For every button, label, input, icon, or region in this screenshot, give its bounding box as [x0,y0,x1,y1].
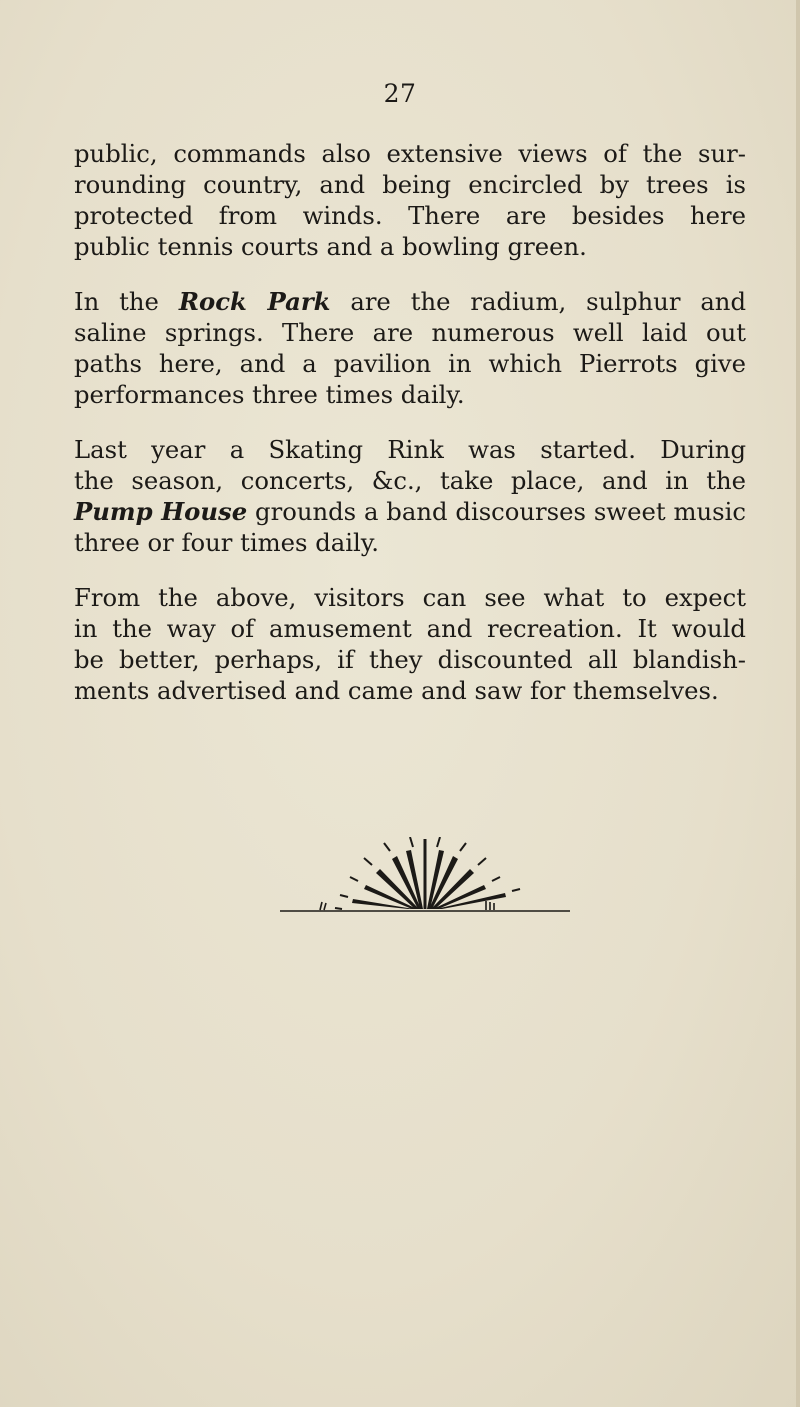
text-line: paths here, and a pavilion in which Pierrots give [74,349,746,378]
place-name: Rock Park [178,287,331,316]
text-line: three or four times daily. [74,528,380,557]
text-line: performances three times daily. [74,380,465,409]
text-line: Last year a Skating Rink was started. During [74,435,746,464]
text-line: rounding country, and being encircled by trees is [74,170,746,199]
text-line [74,496,746,527]
paragraph [74,434,746,558]
text-line: public tennis courts and a bowling green. [74,232,587,261]
text-segment: grounds a band discourses sweet music [247,497,746,526]
body-text [74,138,746,730]
text-line: saline springs. There are numerous well laid out [74,318,746,347]
text-line [74,286,746,317]
text-line: ments advertised and came and saw for themselves. [74,676,719,705]
text-segment: In the [74,287,179,316]
text-line: in the way of amusement and recreation. It would [74,614,746,643]
place-name: Pump House [74,497,248,526]
sunburst-tailpiece-icon [280,837,580,913]
text-line: protected from winds. There are besides here [74,201,746,230]
text-line: public, commands also extensive views of the sur- [74,139,746,168]
page-edge [796,0,800,1407]
text-line: the season, concerts, &c., take place, and in the [74,466,746,495]
text-line: be better, perhaps, if they discounted all blandish- [74,645,746,674]
text-line: From the above, visitors can see what to expect [74,583,746,612]
paragraph [74,286,746,410]
page-number: 27 [383,79,417,108]
paragraph [74,582,746,706]
paragraph [74,138,746,262]
text-segment: are the radium, sulphur and [330,287,747,316]
